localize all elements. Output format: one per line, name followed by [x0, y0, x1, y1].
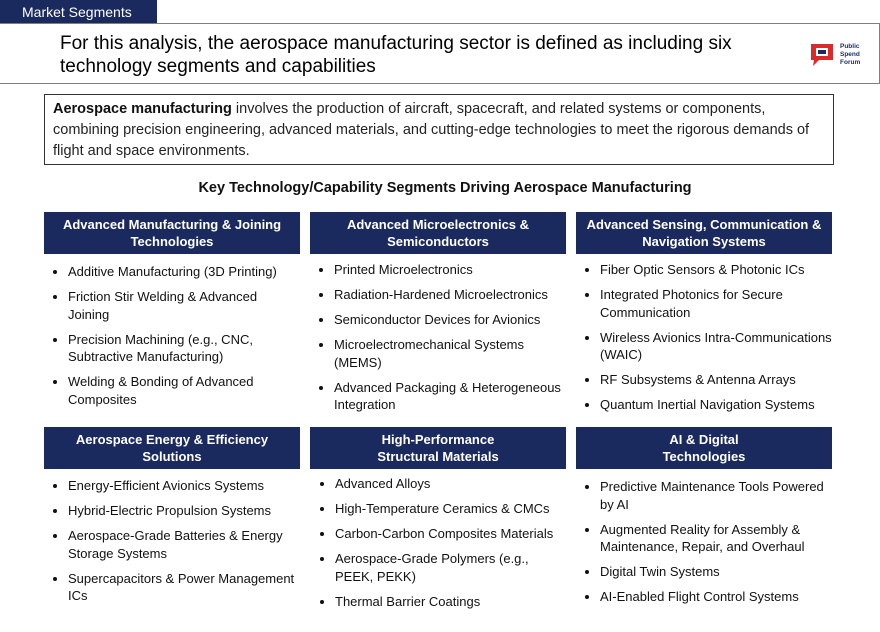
list-item: Energy-Efficient Avionics Systems [44, 477, 300, 495]
segment-list-materials [311, 475, 567, 618]
logo-wordmark [840, 43, 860, 67]
definition-box [44, 94, 834, 165]
top-divider [0, 23, 880, 24]
list-item: Predictive Maintenance Tools Powered by AI [576, 478, 832, 513]
segment-header-manufacturing [44, 212, 300, 254]
list-item: Precision Machining (e.g., CNC, Subtractive Manufacturing) [44, 331, 300, 366]
segment-title-line: Advanced Microelectronics & [346, 217, 530, 232]
logo-line-3: Forum [840, 59, 861, 66]
definition-text: involves the production of aircraft, spacecraft, and related systems or components, combining precision engineering, advanced materials, and cutting-edge technologies to meet the rigorous demands of flight and space environments. [53, 101, 810, 159]
segments-section-title: Key Technology/Capability Segments Driving Aerospace Manufacturing [198, 180, 692, 196]
list-item: Integrated Photonics for Secure Communication [576, 286, 832, 321]
segment-list-manufacturing [44, 263, 300, 416]
definition-term: Aerospace manufacturing [53, 101, 232, 117]
segment-list-microelectronics [310, 261, 566, 421]
list-item: Wireless Avionics Intra-Communications (WAIC) [576, 329, 832, 364]
list-item: Digital Twin Systems [576, 563, 832, 581]
list-item: Supercapacitors & Power Management ICs [44, 570, 300, 605]
list-item: Microelectromechanical Systems (MEMS) [310, 336, 566, 371]
headline-divider [0, 83, 880, 84]
segment-title-line: Advanced Sensing, Communication & [586, 217, 822, 232]
list-item: Carbon-Carbon Composites Materials [311, 525, 567, 543]
segment-title-line: Aerospace Energy & Efficiency [75, 432, 269, 447]
logo-line-2: Spend [840, 51, 860, 58]
list-item: Advanced Alloys [311, 475, 567, 493]
list-item: Aerospace-Grade Polymers (e.g., PEEK, PEKK) [311, 550, 567, 585]
segment-title-line: Solutions [142, 449, 202, 464]
list-item: Augmented Reality for Assembly & Maintenance, Repair, and Overhaul [576, 521, 832, 556]
list-item: Welding & Bonding of Advanced Composites [44, 373, 300, 408]
list-item: Additive Manufacturing (3D Printing) [44, 263, 300, 281]
list-item: Friction Stir Welding & Advanced Joining [44, 288, 300, 323]
segment-title-line: Semiconductors [387, 234, 489, 249]
list-item: High-Temperature Ceramics & CMCs [311, 500, 567, 518]
list-item: Quantum Inertial Navigation Systems [576, 396, 832, 414]
segment-title-line: Advanced Manufacturing & Joining [62, 217, 282, 232]
segment-title-line: AI & Digital [669, 432, 739, 447]
list-item: RF Subsystems & Antenna Arrays [576, 371, 832, 389]
list-item: Advanced Packaging & Heterogeneous Integration [310, 379, 566, 414]
segment-title-line: Navigation Systems [642, 234, 766, 249]
segment-list-sensing [576, 261, 832, 421]
list-item: Radiation-Hardened Microelectronics [310, 286, 566, 304]
segment-title-line: Technologies [662, 449, 746, 464]
segment-header-sensing [576, 212, 832, 254]
list-item: Fiber Optic Sensors & Photonic ICs [576, 261, 832, 279]
segment-title-line: Technologies [130, 234, 214, 249]
segment-header-microelectronics [310, 212, 566, 254]
list-item: Thermal Barrier Coatings [311, 593, 567, 611]
logo-line-1: Public [840, 43, 860, 50]
market-segments-tab[interactable]: Market Segments [0, 0, 157, 24]
list-item: Printed Microelectronics [310, 261, 566, 279]
segment-title-line: Structural Materials [377, 449, 499, 464]
segment-title-line: High-Performance [381, 432, 495, 447]
public-spend-forum-logo [809, 42, 869, 68]
page-headline: For this analysis, the aerospace manufacturing sector is defined as including six technology segments and capabilities [60, 33, 732, 77]
list-item: AI-Enabled Flight Control Systems [576, 588, 832, 606]
segment-header-energy [44, 427, 300, 469]
segment-list-energy [44, 477, 300, 612]
list-item: Aerospace-Grade Batteries & Energy Storage Systems [44, 527, 300, 562]
segment-header-ai [576, 427, 832, 469]
speech-bubble-icon [809, 42, 835, 68]
segment-list-ai [576, 478, 832, 613]
segment-header-materials [310, 427, 566, 469]
list-item: Hybrid-Electric Propulsion Systems [44, 502, 300, 520]
list-item: Semiconductor Devices for Avionics [310, 311, 566, 329]
